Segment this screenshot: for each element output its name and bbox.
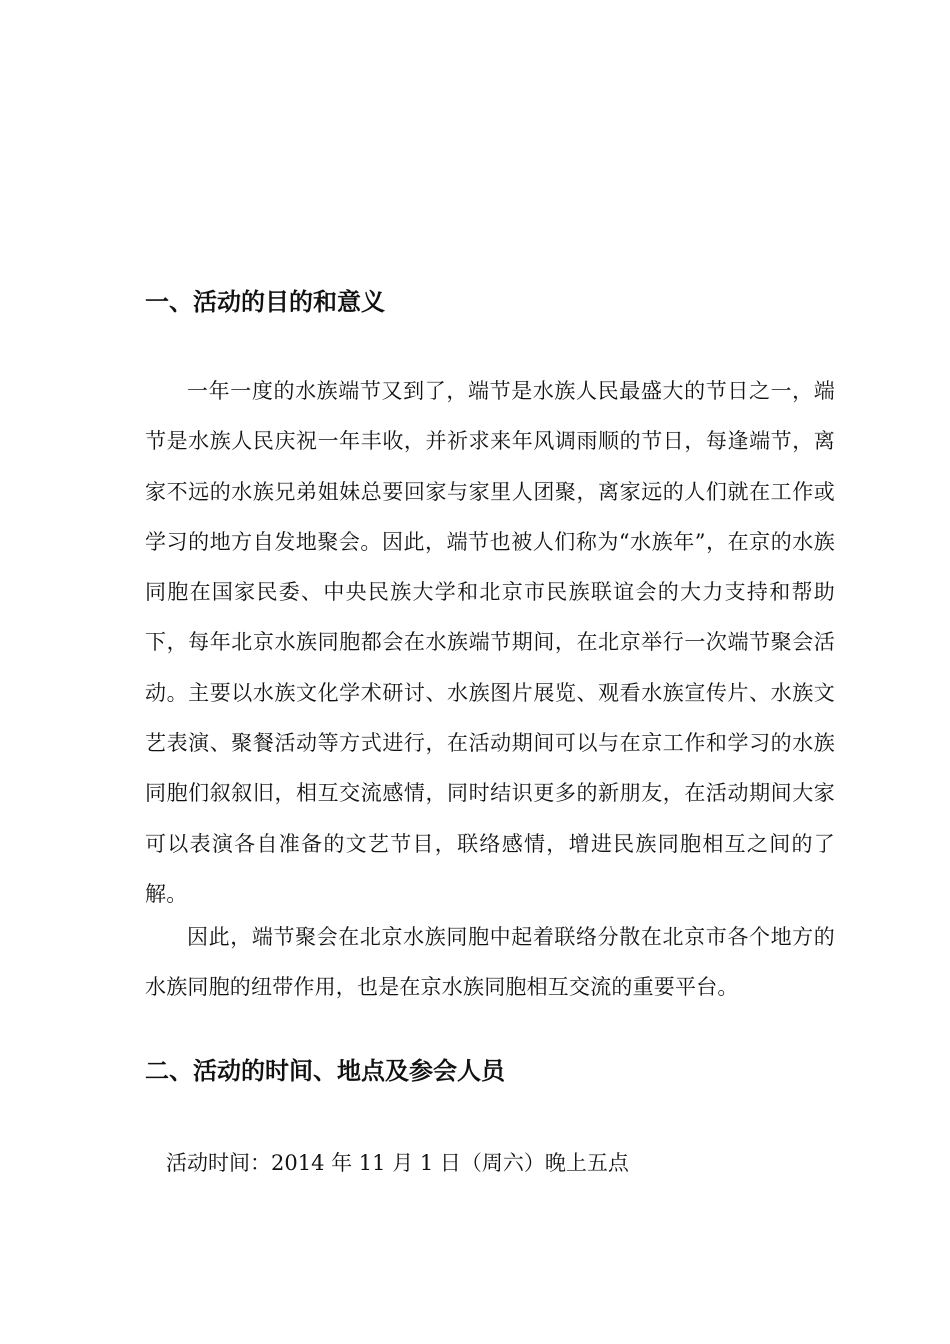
section-2-heading: 二、活动的时间、地点及参会人员 xyxy=(145,1056,505,1085)
section-1-paragraph-1: 一年一度的水族端节又到了，端节是水族人民最盛大的节日之一，端节是水族人民庆祝一年丰收，并祈求来年风调雨顺的节日，每逢端节，离家不远的水族兄弟姐妹总要回家与家里人团聚，离家远的人们就在工作或学习的地方自发地聚会。因此，端节也被人们称为“水族年”，在京的水族同胞在国家民委、中央民族大学和北京市民族联谊会的大力支持和帮助下，每年北京水族同胞都会在水族端节期间，在北京举行一次端节聚会活动。主要以水族文化学术研讨、水族图片展览、观看水族宣传片、水族文艺表演、聚餐活动等方式进行，在活动期间可以与在京工作和学习的水族同胞们叙叙旧，相互交流感情，同时结识更多的新朋友，在活动期间大家可以表演各自准备的文艺节目，联络感情，增进民族同胞相互之间的了解。 xyxy=(145,379,835,906)
section-1-heading: 一、活动的目的和意义 xyxy=(145,287,385,316)
activity-time-line: 活动时间：2014 年 11 月 1 日（周六）晚上五点 xyxy=(166,1151,629,1175)
section-1-paragraph-2: 因此，端节聚会在北京水族同胞中起着联络分散在北京市各个地方的水族同胞的纽带作用，也是在京水族同胞相互交流的重要平台。 xyxy=(145,925,835,1000)
